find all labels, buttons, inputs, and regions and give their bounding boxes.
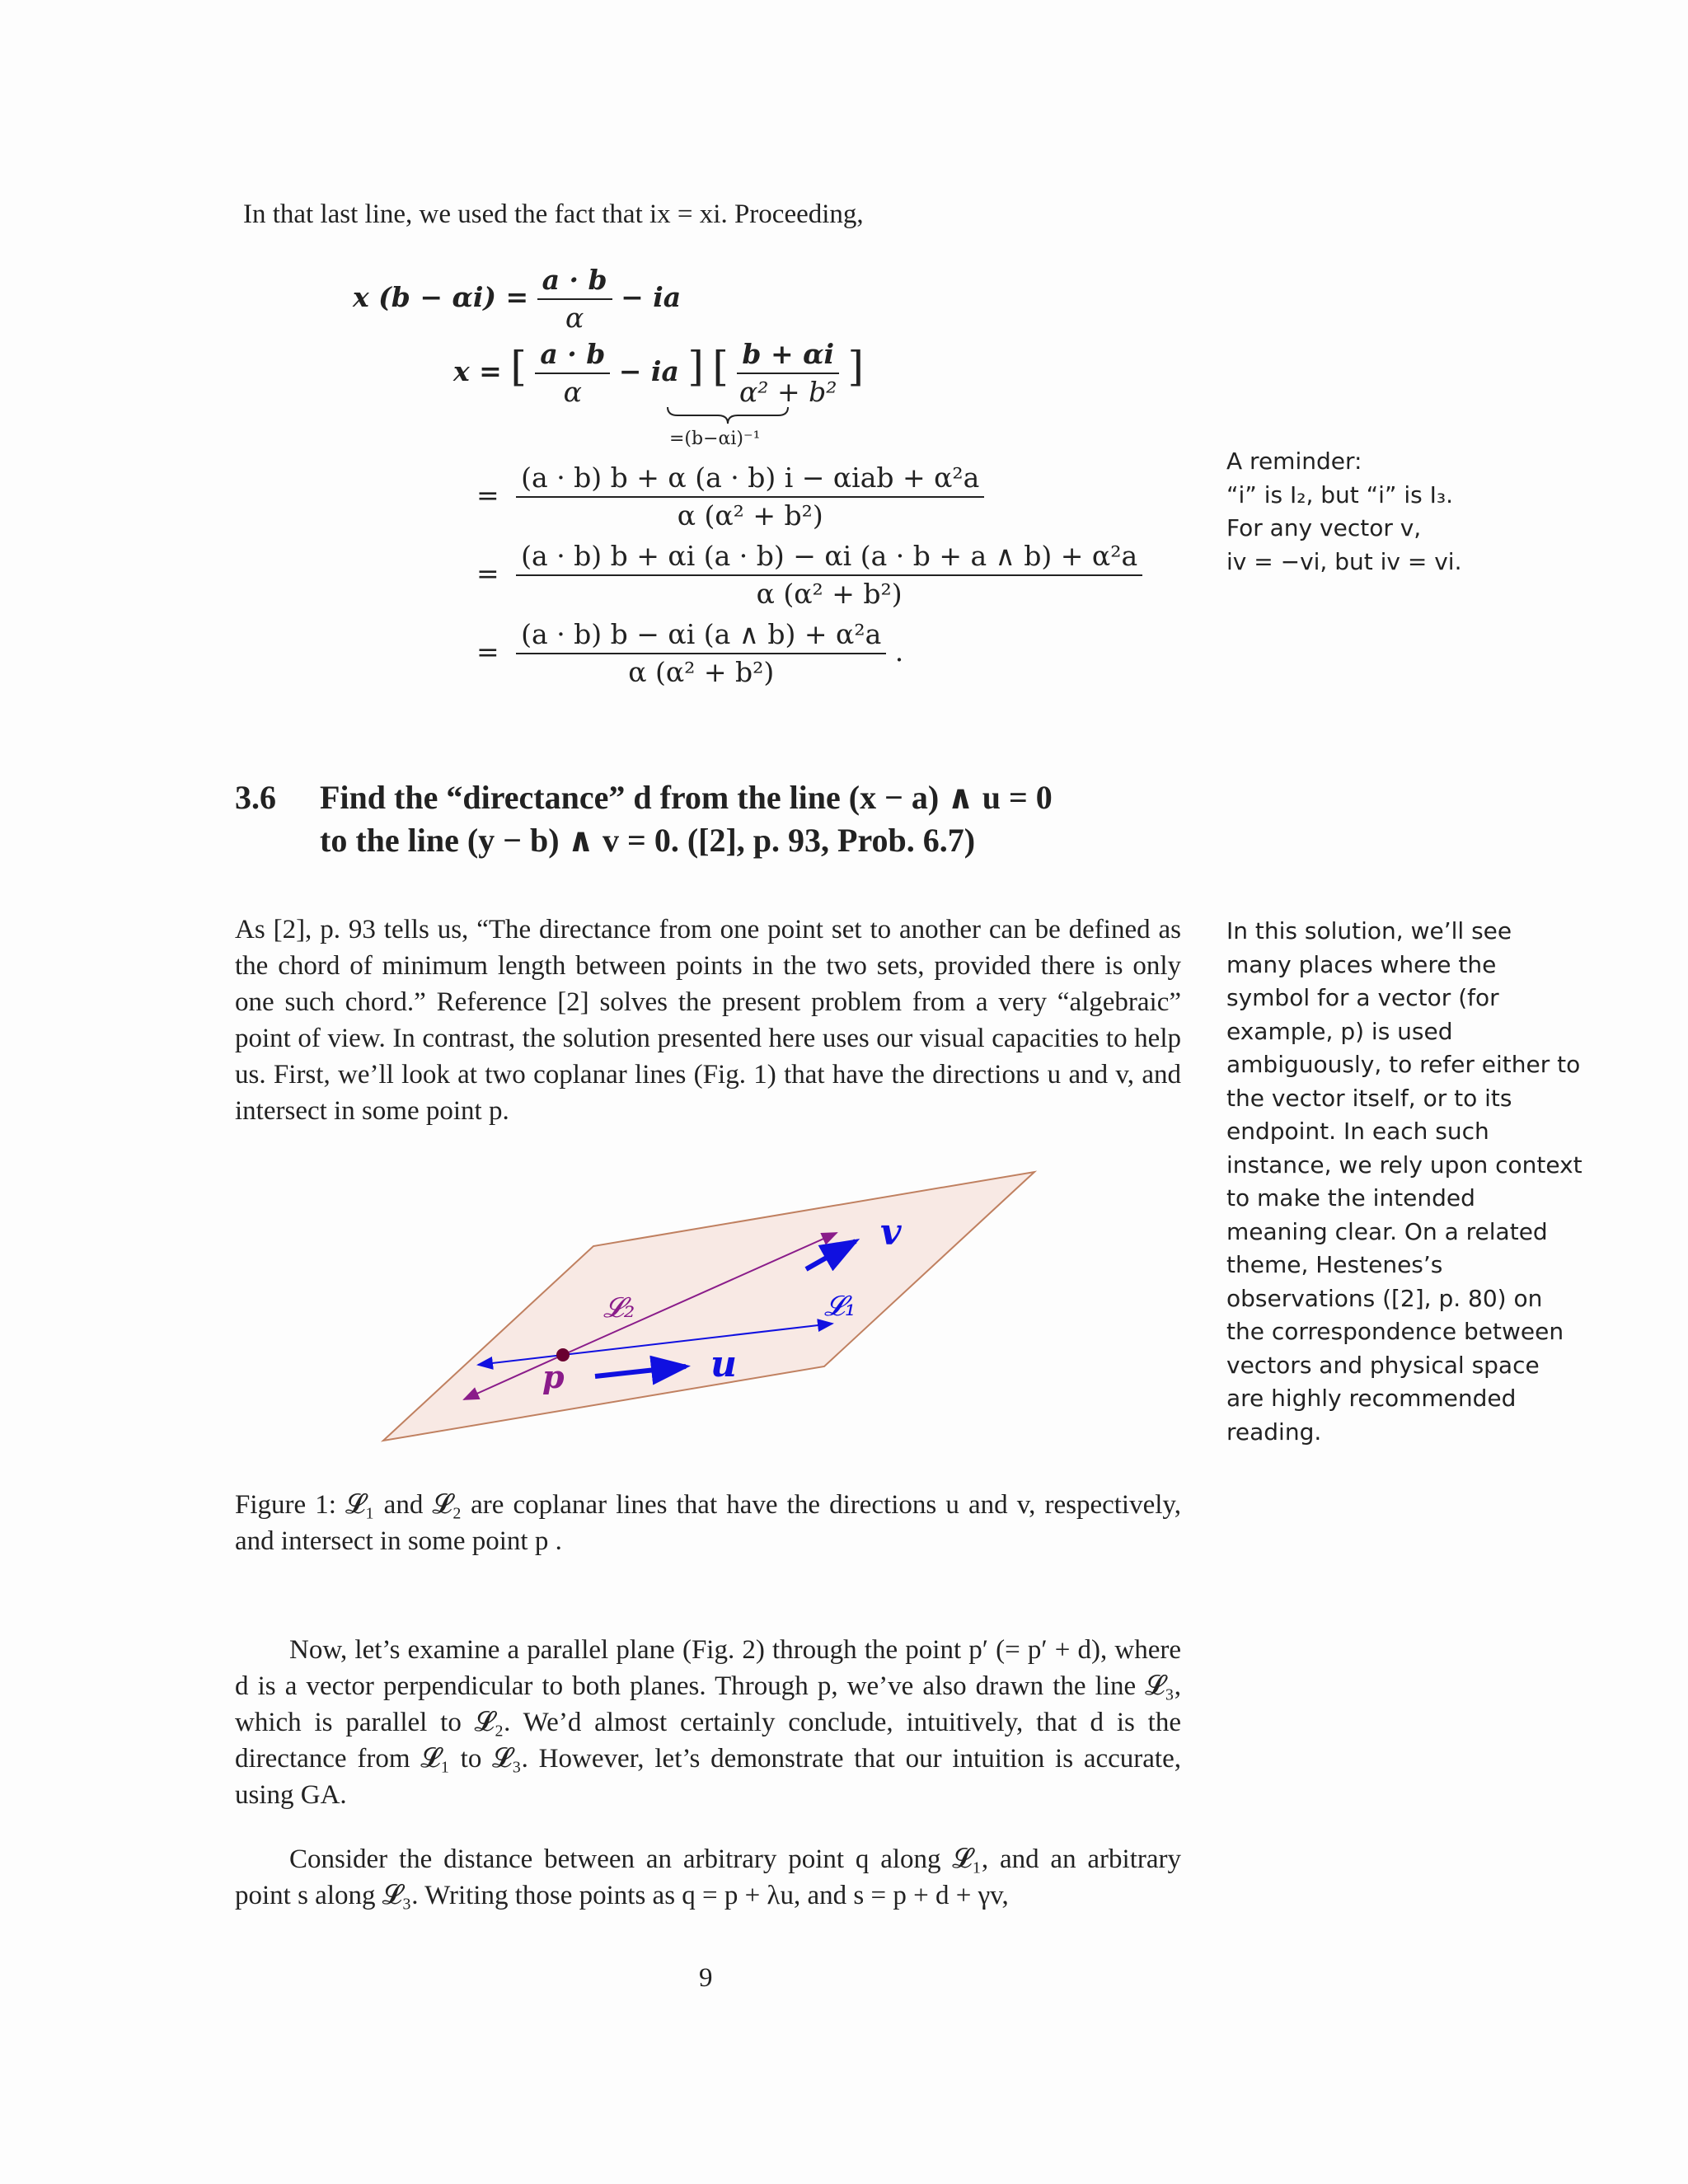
margin-note-reminder: [1226, 445, 1573, 579]
eq5-equals: =: [476, 635, 499, 668]
eq3-fraction: [516, 462, 984, 532]
eq4-denominator: α (α² + b²): [756, 578, 903, 610]
eq3-denominator: α (α² + b²): [677, 499, 823, 532]
label-v: v: [880, 1212, 902, 1254]
underbrace-label: =(b−αi)⁻¹: [669, 429, 761, 449]
paragraph-directance: As [2], p. 93 tells us, “The directance from one point set to another can be defined as the chord of minimum length between points in the two sets, provided there is only one such chord.” Reference [2] solves the present problem from a very “algebraic” point of view. In contrast, the solution presented here uses our visual capacities to help us. First, we’ll look at two coplanar lines (Fig. 1) that have the directions u and v, and intersect in some point p.: [235, 915, 1181, 1126]
reminder-line-2: “i” is I₂, but “i” is I₃.: [1226, 480, 1453, 509]
reminder-line-3: For any vector v,: [1226, 514, 1422, 541]
figure-coplanar-lines: [363, 1154, 1063, 1467]
reminder-line-1: A reminder:: [1226, 448, 1362, 475]
eq2-frac2-denominator: α² + b²: [738, 376, 837, 408]
section-title-line-2: to the line (y − b) ∧ v = 0. ([2], p. 93, Prob. 6.7): [320, 822, 976, 859]
eq3-numerator: (a · b) b + α (a · b) i − αiab + α²a: [516, 462, 984, 498]
section-number: 3.6: [235, 779, 276, 816]
eq2-frac1-tail: − ia: [618, 355, 679, 387]
section-title: [320, 776, 1210, 862]
paragraph-arbitrary-points: Consider the distance between an arbitrary point q along 𝓛₁, and an arbitrary point s along 𝓛₃. Writing those points as q = p + λu, and s = p + d + γv,: [235, 1844, 1181, 1910]
equation-3: [476, 462, 984, 532]
equation-2: x = [ $\frac{a \cdot b}{\alpha}$ − ia ] [ $\frac{b + \alpha i}{\text{α² + b²}}$ ]: [453, 338, 865, 408]
label-p: p: [542, 1358, 565, 1395]
section-title-line-1: Find the “directance” d from the line (x − a) ∧ u = 0: [320, 779, 1053, 816]
reminder-line-4: iv = −vi, but iv = vi.: [1226, 547, 1462, 575]
eq1-fraction: [537, 264, 612, 335]
eq2-fraction-2: [737, 338, 839, 409]
equation-1: [353, 264, 681, 335]
equation-5: = $\frac{\text{(a · b) b − αi (a ∧ b) + α²a}}{\text{α (α² + b²)}}$ .: [476, 618, 904, 688]
label-L1: 𝓛₁: [824, 1290, 856, 1323]
eq2-fraction-1: [535, 338, 610, 409]
margin-note-ambiguity: In this solution, we’ll see many places where the symbol for a vector (for example, p) is used ambiguously, to refer either to the vector itself, or to its endpoint. In each such instance, we rely upon context to make the intended meaning clear. On a related theme, Hestenes’s observations ([2], p. 80) on the correspondence between vectors and physical space are highly recommended reading.: [1226, 917, 1582, 1446]
eq2-lhs: x =: [453, 355, 502, 387]
paragraph-parallel-plane: Now, let’s examine a parallel plane (Fig. 2) through the point p′ (= p′ + d), where d is a vector perpendicular to both planes. Through p, we’ve also drawn the line 𝓛₃, which is parallel to 𝓛₂. We’d almost certainly conclude, intuitively, that d is the directance from 𝓛₁ to 𝓛₃. However, let’s demonstrate that our intuition is accurate, using GA.: [235, 1635, 1181, 1810]
eq1-denominator: α: [565, 302, 584, 334]
eq1-tail: − ia: [621, 281, 682, 313]
eq4-numerator: (a · b) b + αi (a · b) − αi (a · b + a ∧ b) + α²a: [516, 540, 1142, 576]
eq3-equals: =: [476, 479, 499, 511]
underbrace: [666, 405, 790, 425]
eq2-frac1-numerator: a · b: [535, 338, 610, 374]
eq4-fraction: [516, 540, 1142, 611]
intro-line: In that last line, we used the fact that ix = xi. Proceeding,: [243, 199, 864, 229]
label-u: u: [710, 1343, 737, 1385]
figure-caption: Figure 1: 𝓛₁ and 𝓛₂ are coplanar lines that have the directions u and v, respectively, and intersect in some point p .: [235, 1490, 1181, 1556]
equation-4: [476, 540, 1142, 611]
plane: [383, 1172, 1034, 1441]
eq5-denominator: α (α² + b²): [628, 656, 775, 688]
eq5-fraction: [516, 618, 886, 689]
eq2-frac2-numerator: b + αi: [737, 338, 839, 374]
label-L2: 𝓛₂: [603, 1291, 635, 1324]
eq1-lhs: x (b − αi) =: [353, 281, 529, 313]
eq4-equals: =: [476, 557, 499, 589]
eq5-numerator: (a · b) b − αi (a ∧ b) + α²a: [516, 618, 886, 654]
page-number: 9: [699, 1963, 713, 1993]
eq2-frac1-denominator: α: [563, 376, 582, 408]
eq1-numerator: a · b: [537, 264, 612, 300]
